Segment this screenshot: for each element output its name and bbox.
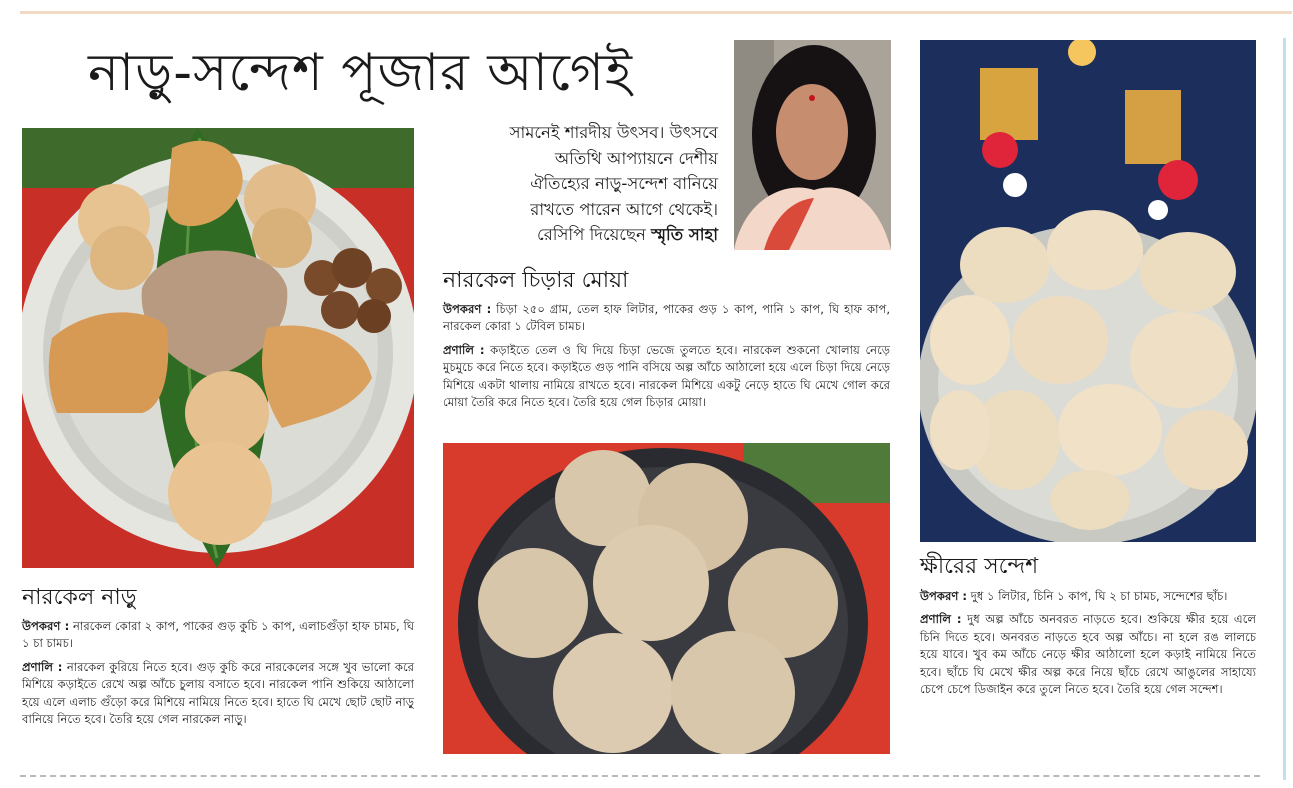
intro-line: সামনেই শারদীয় উৎসব। উৎসবে bbox=[509, 123, 718, 142]
ingredients-label: উপকরণ : bbox=[920, 589, 968, 603]
method-text: নারকেল কুরিয়ে নিতে হবে। গুড় কুচি করে নারকেলের সঙ্গে খুব ভালো করে মিশিয়ে কড়াইতে রেখে অল্প আঁচে চুলায় বসাতে হবে। নারকেল পানি শুকিয়ে আঠালো হয়ে এলে এলাচ গুঁড়ো করে মিশিয়ে নামিয়ে নিতে হবে। হাতে ঘি মেখে ছোট ছোট নাড়ু বানিয়ে নিতে হবে। তৈরি হয়ে গেল নারকেল নাড়ু। bbox=[22, 659, 415, 727]
ingredients-text: দুধ ১ লিটার, চিনি ১ কাপ, ঘি ২ চা চামচ, সন্দেশের ছাঁচ। bbox=[970, 589, 1228, 603]
ingredients-label: উপকরণ : bbox=[22, 619, 70, 633]
recipe-body-narkel bbox=[22, 618, 414, 734]
intro-line: রাখতে পারেন আগে থেকেই। bbox=[530, 199, 718, 219]
method-label: প্রণালি : bbox=[22, 659, 63, 674]
top-rule bbox=[20, 11, 1292, 14]
recipe-title-kheer: ক্ষীরের সন্দেশ bbox=[920, 554, 1039, 579]
method-text: কড়াইতে তেল ও ঘি দিয়ে চিড়া ভেজে তুলতে হবে। নারকেল শুকনো খোলায় নেড়ে মুচমুচে করে নিতে হবে। কড়াইতে গুড় পানি বসিয়ে অল্প আঁচে আঠালো হয়ে এলে চিড়া দিয়ে নেড়ে মিশিয়ে একটা থালায় নামিয়ে রাখতে হবে। নারকেল মিশিয়ে একটু নেড়ে হাতে ঘি মেখে গোল করে মোয়া তৈরি করে নিতে হবে। তৈরি হয়ে গেল চিড়ার মোয়া। bbox=[443, 342, 891, 410]
intro-line: অতিথি আপ্যায়নে দেশীয় bbox=[554, 148, 718, 168]
intro-line: ঐতিহ্যের নাড়ু-সন্দেশ বানিয়ে bbox=[530, 174, 718, 193]
method-label: প্রণালি : bbox=[920, 612, 962, 627]
recipe-body-kheer bbox=[920, 588, 1256, 704]
photo-author-portrait bbox=[734, 40, 891, 250]
recipe-title-narkel: নারকেল নাড়ু bbox=[22, 585, 137, 610]
right-column-rule bbox=[1283, 38, 1286, 780]
ingredients-label: উপকরণ : bbox=[443, 302, 492, 316]
intro-byline bbox=[430, 222, 718, 248]
photo-naru-platter bbox=[22, 128, 414, 568]
method-text: দুধ অল্প আঁচে অনবরত নাড়তে হবে। শুকিয়ে ক্ষীর হয়ে এলে চিনি দিতে হবে। অনবরত নাড়তে হবে অল্প আঁচে। না হলে রঙ লালচে হয়ে যাবে। খুব কম আঁচে নেড়ে ক্ষীর আঠালো হলে কড়াই নামিয়ে নিতে হবে। ছাঁচে ঘি মেখে ক্ষীর অল্প করে নিয়ে ছাঁচে রেখে আঙুলের সাহায্যে চেপে চেপে ডিজাইন করে তুলে নিতে হবে। তৈরি হয়ে গেল সন্দেশ। bbox=[920, 612, 1257, 697]
ingredients-text: চিড়া ২৫০ গ্রাম, তেল হাফ লিটার, পাকের গুড় ১ কাপ, পানি ১ কাপ, ঘি হাফ কাপ, নারকেল কোরা ১ টেবিল চামচ। bbox=[443, 302, 891, 334]
bottom-rule bbox=[20, 775, 1260, 777]
page-headline: নাড়ু-সন্দেশ পূজার আগেই bbox=[88, 43, 633, 103]
byline-prefix: রেসিপি দিয়েছেন bbox=[537, 225, 646, 244]
photo-moya-bowl bbox=[443, 443, 890, 754]
recipe-body-chira bbox=[443, 301, 890, 417]
photo-sandesh-platter bbox=[920, 40, 1256, 542]
author-name: স্মৃতি সাহা bbox=[651, 225, 718, 244]
ingredients-text: নারকেল কোরা ২ কাপ, পাকের গুড় কুচি ১ কাপ, এলাচগুঁড়া হাফ চামচ, ঘি ১ চা চামচ। bbox=[22, 619, 415, 651]
recipe-title-chira: নারকেল চিড়ার মোয়া bbox=[443, 268, 629, 293]
method-label: প্রণালি : bbox=[443, 342, 485, 357]
intro-text bbox=[430, 120, 718, 248]
